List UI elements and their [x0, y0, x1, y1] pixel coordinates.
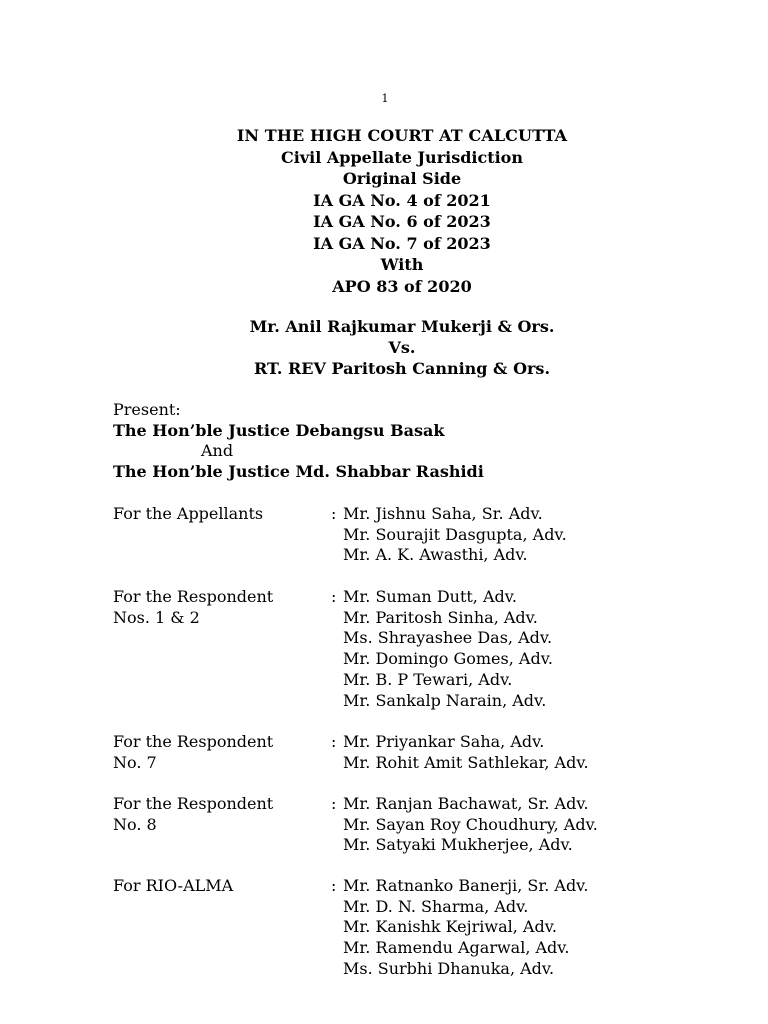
- advocate-name: Mr. Suman Dutt, Adv.: [343, 587, 517, 606]
- advocate-name: Mr. Domingo Gomes, Adv.: [343, 649, 553, 669]
- counsel-names: [331, 876, 588, 980]
- case-connector: With: [380, 255, 424, 274]
- court-name: IN THE HIGH COURT AT CALCUTTA: [236, 126, 568, 145]
- advocate-name: Ms. Surbhi Dhanuka, Adv.: [343, 958, 555, 978]
- colon-separator: :: [331, 876, 337, 895]
- page-number: 1: [381, 92, 389, 105]
- appellant-name: Mr. Anil Rajkumar Mukerji & Ors.: [249, 317, 555, 336]
- present-label: Present:: [113, 400, 181, 419]
- advocate-name: Mr. Priyankar Saha, Adv.: [343, 732, 545, 751]
- advocate-name: Mr. Sayan Roy Choudhury, Adv.: [343, 814, 598, 834]
- court-side: Original Side: [342, 169, 462, 188]
- advocate-name: Mr. Kanishk Kejriwal, Adv.: [343, 917, 557, 937]
- counsel-names: [331, 732, 589, 773]
- advocate-name-line: [331, 959, 588, 980]
- judge-name: The Hon’ble Justice Md. Shabbar Rashidi: [113, 461, 484, 481]
- case-header: [0, 125, 768, 297]
- counsel-role-line: For the Appellants: [113, 504, 264, 523]
- advocate-name-line: [331, 794, 598, 815]
- counsel-role-line: For the Respondent: [113, 732, 274, 751]
- counsel-role: [113, 504, 328, 525]
- case-number: IA GA No. 4 of 2021: [313, 190, 491, 210]
- advocate-name: Mr. Sourajit Dasgupta, Adv.: [343, 524, 567, 544]
- advocate-name-line: [331, 897, 588, 918]
- advocate-name-line: [331, 917, 588, 938]
- counsel-role: [113, 794, 328, 835]
- advocate-name: Mr. Ramendu Agarwal, Adv.: [343, 938, 570, 958]
- counsel-role: [113, 587, 328, 628]
- advocate-name-line: [331, 732, 589, 753]
- versus-label: Vs.: [388, 338, 416, 357]
- counsel-role-line: No. 7: [113, 752, 157, 772]
- counsel-names: [331, 504, 567, 566]
- advocate-name-line: [331, 815, 598, 836]
- jurisdiction: Civil Appellate Jurisdiction: [281, 147, 523, 167]
- advocate-name: Mr. Ranjan Bachawat, Sr. Adv.: [343, 794, 589, 813]
- counsel-role: [113, 732, 328, 773]
- advocate-name-line: [331, 587, 553, 608]
- advocate-name-line: [331, 691, 553, 712]
- advocate-name: Ms. Shrayashee Das, Adv.: [343, 628, 553, 648]
- counsel-names: [331, 587, 553, 711]
- advocate-name-line: [331, 876, 588, 897]
- case-number: IA GA No. 6 of 2023: [313, 212, 491, 231]
- advocate-name-line: [331, 525, 567, 546]
- parties-block: [0, 316, 768, 379]
- advocate-name: Mr. B. P Tewari, Adv.: [343, 669, 513, 689]
- advocate-name: Mr. Satyaki Mukherjee, Adv.: [343, 835, 573, 855]
- colon-separator: :: [331, 732, 337, 751]
- counsel-role-line: For the Respondent: [113, 587, 274, 606]
- advocate-name-line: [331, 835, 598, 856]
- counsel-role: [113, 876, 328, 897]
- advocate-name: Mr. Paritosh Sinha, Adv.: [343, 607, 538, 627]
- advocate-name-line: [331, 938, 588, 959]
- counsel-role-line: Nos. 1 & 2: [113, 607, 200, 627]
- colon-separator: :: [331, 587, 337, 606]
- advocate-name: Mr. Rohit Amit Sathlekar, Adv.: [343, 752, 589, 772]
- advocate-name: Mr. A. K. Awasthi, Adv.: [343, 545, 528, 565]
- advocate-name-line: [331, 545, 567, 566]
- counsel-role-line: For RIO-ALMA: [113, 876, 234, 895]
- advocate-name: Mr. D. N. Sharma, Adv.: [343, 896, 529, 916]
- counsel-names: [331, 794, 598, 856]
- judge-name: The Hon’ble Justice Debangsu Basak: [113, 420, 445, 440]
- counsel-role-line: No. 8: [113, 814, 157, 834]
- advocate-name: Mr. Sankalp Narain, Adv.: [343, 690, 547, 710]
- case-number: IA GA No. 7 of 2023: [313, 233, 491, 253]
- advocate-name: Mr. Jishnu Saha, Sr. Adv.: [343, 504, 543, 523]
- case-number: APO 83 of 2020: [332, 276, 472, 296]
- advocate-name-line: [331, 608, 553, 629]
- and-label: And: [201, 441, 234, 460]
- colon-separator: :: [331, 794, 337, 813]
- counsel-role-line: For the Respondent: [113, 794, 274, 813]
- colon-separator: :: [331, 504, 337, 523]
- respondent-name: RT. REV Paritosh Canning & Ors.: [253, 359, 551, 378]
- advocate-name-line: [331, 504, 567, 525]
- coram-block: [113, 400, 484, 482]
- advocate-name-line: [331, 670, 553, 691]
- advocate-name: Mr. Ratnanko Banerji, Sr. Adv.: [343, 876, 589, 895]
- advocate-name-line: [331, 628, 553, 649]
- advocate-name-line: [331, 649, 553, 670]
- advocate-name-line: [331, 753, 589, 774]
